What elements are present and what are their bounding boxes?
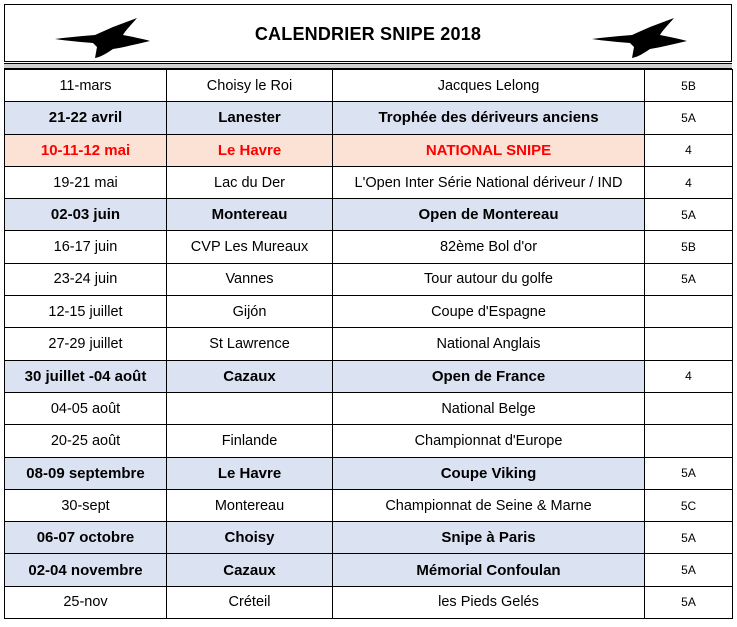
date-cell: 20-25 août bbox=[5, 425, 167, 457]
date-cell: 21-22 avril bbox=[5, 102, 167, 134]
grade-cell: 5B bbox=[645, 70, 733, 102]
date-cell: 04-05 août bbox=[5, 392, 167, 424]
table-row bbox=[5, 425, 733, 457]
event-cell: National Belge bbox=[333, 392, 645, 424]
place-cell: St Lawrence bbox=[167, 328, 333, 360]
place-cell: Gijón bbox=[167, 296, 333, 328]
event-cell: National Anglais bbox=[333, 328, 645, 360]
event-cell: L'Open Inter Série National dériveur / IND bbox=[333, 166, 645, 198]
grade-cell: 5A bbox=[645, 522, 733, 554]
grade-cell: 5A bbox=[645, 263, 733, 295]
grade-cell: 5A bbox=[645, 199, 733, 231]
event-cell: Open de Montereau bbox=[333, 199, 645, 231]
grade-cell: 4 bbox=[645, 360, 733, 392]
table-row bbox=[5, 134, 733, 166]
date-cell: 02-03 juin bbox=[5, 199, 167, 231]
grade-cell bbox=[645, 392, 733, 424]
table-row bbox=[5, 554, 733, 586]
table-row bbox=[5, 522, 733, 554]
page-title: CALENDRIER SNIPE 2018 bbox=[254, 24, 482, 44]
table-row bbox=[5, 263, 733, 295]
grade-cell: 4 bbox=[645, 134, 733, 166]
event-cell: Coupe Viking bbox=[333, 457, 645, 489]
date-cell: 02-04 novembre bbox=[5, 554, 167, 586]
date-cell: 19-21 mai bbox=[5, 166, 167, 198]
event-cell: Mémorial Confoulan bbox=[333, 554, 645, 586]
date-cell: 25-nov bbox=[5, 586, 167, 618]
place-cell: Montereau bbox=[167, 489, 333, 521]
grade-cell: 5A bbox=[645, 102, 733, 134]
date-cell: 16-17 juin bbox=[5, 231, 167, 263]
grade-cell: 5A bbox=[645, 457, 733, 489]
place-cell: Vannes bbox=[167, 263, 333, 295]
date-cell: 12-15 juillet bbox=[5, 296, 167, 328]
grade-cell bbox=[645, 296, 733, 328]
place-cell: CVP Les Mureaux bbox=[167, 231, 333, 263]
event-cell: les Pieds Gelés bbox=[333, 586, 645, 618]
event-cell: NATIONAL SNIPE bbox=[333, 134, 645, 166]
place-cell: Finlande bbox=[167, 425, 333, 457]
event-cell: Open de France bbox=[333, 360, 645, 392]
event-cell: Trophée des dériveurs anciens bbox=[333, 102, 645, 134]
date-cell: 30 juillet -04 août bbox=[5, 360, 167, 392]
table-row bbox=[5, 231, 733, 263]
event-cell: Championnat de Seine & Marne bbox=[333, 489, 645, 521]
calendar-header bbox=[4, 4, 732, 62]
event-cell: Jacques Lelong bbox=[333, 70, 645, 102]
table-row bbox=[5, 199, 733, 231]
place-cell: Lanester bbox=[167, 102, 333, 134]
grade-cell: 5A bbox=[645, 586, 733, 618]
table-row bbox=[5, 360, 733, 392]
table-row bbox=[5, 457, 733, 489]
bird-icon bbox=[590, 17, 688, 59]
event-cell: Snipe à Paris bbox=[333, 522, 645, 554]
date-cell: 08-09 septembre bbox=[5, 457, 167, 489]
grade-cell: 5C bbox=[645, 489, 733, 521]
grade-cell bbox=[645, 328, 733, 360]
calendar-body bbox=[5, 70, 733, 619]
date-cell: 23-24 juin bbox=[5, 263, 167, 295]
table-row bbox=[5, 328, 733, 360]
date-cell: 27-29 juillet bbox=[5, 328, 167, 360]
table-row bbox=[5, 392, 733, 424]
table-row bbox=[5, 70, 733, 102]
event-cell: Championnat d'Europe bbox=[333, 425, 645, 457]
place-cell: Le Havre bbox=[167, 134, 333, 166]
table-row bbox=[5, 102, 733, 134]
table-row bbox=[5, 489, 733, 521]
grade-cell: 4 bbox=[645, 166, 733, 198]
place-cell: Choisy bbox=[167, 522, 333, 554]
place-cell bbox=[167, 392, 333, 424]
event-cell: Coupe d'Espagne bbox=[333, 296, 645, 328]
grade-cell: 5A bbox=[645, 554, 733, 586]
place-cell: Le Havre bbox=[167, 457, 333, 489]
event-cell: 82ème Bol d'or bbox=[333, 231, 645, 263]
table-row bbox=[5, 166, 733, 198]
date-cell: 10-11-12 mai bbox=[5, 134, 167, 166]
grade-cell: 5B bbox=[645, 231, 733, 263]
event-cell: Tour autour du golfe bbox=[333, 263, 645, 295]
place-cell: Cazaux bbox=[167, 360, 333, 392]
place-cell: Créteil bbox=[167, 586, 333, 618]
place-cell: Choisy le Roi bbox=[167, 70, 333, 102]
grade-cell bbox=[645, 425, 733, 457]
date-cell: 30-sept bbox=[5, 489, 167, 521]
place-cell: Lac du Der bbox=[167, 166, 333, 198]
table-row bbox=[5, 586, 733, 618]
place-cell: Cazaux bbox=[167, 554, 333, 586]
date-cell: 11-mars bbox=[5, 70, 167, 102]
calendar-table bbox=[4, 69, 733, 619]
table-row bbox=[5, 296, 733, 328]
date-cell: 06-07 octobre bbox=[5, 522, 167, 554]
place-cell: Montereau bbox=[167, 199, 333, 231]
